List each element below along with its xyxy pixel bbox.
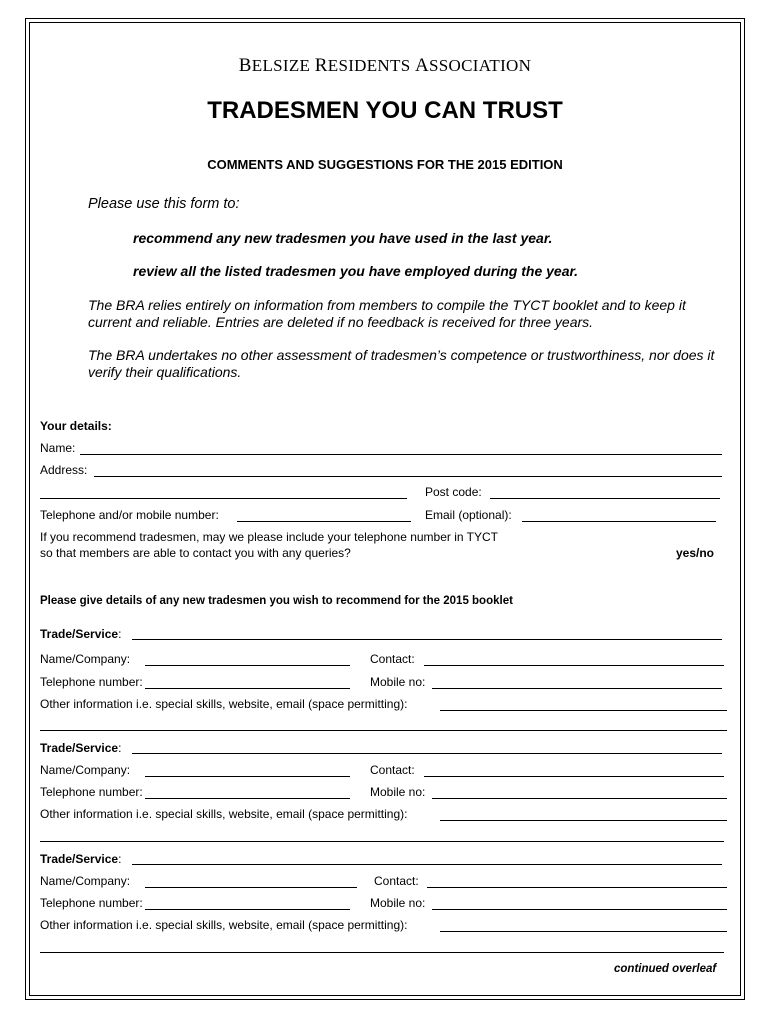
other-info-field-1[interactable]: [440, 710, 727, 711]
name-company-label-3: Name/Company:: [40, 874, 131, 888]
recommend-heading: Please give details of any new tradesmen you wish to recommend for the 2015 booklet: [40, 595, 513, 607]
association-name: BELSIZE RESIDENTS ASSOCIATION: [238, 55, 532, 76]
telephone-number-label-1: Telephone number:: [40, 675, 143, 689]
contact-field-1[interactable]: [424, 665, 724, 666]
other-info-label-1: Other information i.e. special skills, website, email (space permitting):: [40, 697, 408, 711]
contact-label-2: Contact:: [370, 763, 415, 777]
telephone-number-field-3[interactable]: [145, 909, 350, 910]
continued-overleaf-note: continued overleaf: [614, 963, 717, 975]
name-company-field-3[interactable]: [145, 887, 357, 888]
trade-service-label-2: Trade/Service:: [40, 741, 122, 755]
postcode-field[interactable]: [490, 498, 720, 499]
consent-yes-no[interactable]: yes/no: [676, 546, 715, 560]
name-company-label-2: Name/Company:: [40, 763, 131, 777]
trade-service-field-3[interactable]: [132, 864, 722, 865]
mobile-label-2: Mobile no:: [370, 785, 426, 799]
intro-point-recommend: recommend any new tradesmen you have used in the last year.: [133, 230, 553, 246]
email-field[interactable]: [522, 521, 716, 522]
other-info-field-1-line-2[interactable]: [40, 730, 727, 731]
contact-label-1: Contact:: [370, 652, 415, 666]
name-company-field-2[interactable]: [145, 776, 350, 777]
telephone-number-field-2[interactable]: [145, 798, 350, 799]
trade-service-label-3: Trade/Service:: [40, 852, 122, 866]
trade-service-label-1: Trade/Service:: [40, 627, 122, 641]
intro-paragraph-reliance: The BRA relies entirely on information from members to compile the TYCT booklet and to keep it current and reliable. Entries are deleted if no feedback is received for three years.: [88, 297, 686, 330]
address-label: Address:: [40, 463, 88, 477]
trade-service-field-1[interactable]: [132, 639, 722, 640]
other-info-field-3-line-2[interactable]: [40, 952, 724, 953]
other-info-field-2-line-2[interactable]: [40, 841, 724, 842]
other-info-field-3[interactable]: [440, 931, 727, 932]
trade-service-field-2[interactable]: [132, 753, 722, 754]
page-subtitle: COMMENTS AND SUGGESTIONS FOR THE 2015 EDITION: [207, 157, 563, 172]
telephone-label: Telephone and/or mobile number:: [40, 508, 219, 522]
mobile-field-2[interactable]: [432, 798, 727, 799]
consent-question-line-1: If you recommend tradesmen, may we please include your telephone number in TYCT: [40, 530, 499, 544]
contact-field-3[interactable]: [427, 887, 727, 888]
contact-label-3: Contact:: [374, 874, 419, 888]
intro-paragraph-assessment: The BRA undertakes no other assessment of tradesmen’s competence or trustworthiness, nor does it verify their qualifications.: [88, 347, 715, 380]
telephone-number-field-1[interactable]: [145, 688, 350, 689]
other-info-label-2: Other information i.e. special skills, website, email (space permitting):: [40, 807, 408, 821]
telephone-number-label-2: Telephone number:: [40, 785, 143, 799]
intro-point-review: review all the listed tradesmen you have employed during the year.: [133, 263, 579, 279]
consent-question-line-2: so that members are able to contact you with any queries?: [40, 546, 351, 560]
postcode-label: Post code:: [425, 485, 482, 499]
name-company-label-1: Name/Company:: [40, 652, 131, 666]
name-field[interactable]: [80, 454, 722, 455]
telephone-number-label-3: Telephone number:: [40, 896, 143, 910]
contact-field-2[interactable]: [424, 776, 724, 777]
email-label: Email (optional):: [425, 508, 512, 522]
page-title: TRADESMEN YOU CAN TRUST: [207, 97, 563, 124]
your-details-heading: Your details:: [40, 419, 112, 433]
name-company-field-1[interactable]: [145, 665, 350, 666]
mobile-label-3: Mobile no:: [370, 896, 426, 910]
name-label: Name:: [40, 441, 76, 455]
address-field[interactable]: [94, 476, 722, 477]
intro-lead: Please use this form to:: [88, 196, 240, 212]
other-info-field-2[interactable]: [440, 820, 727, 821]
telephone-field[interactable]: [237, 521, 411, 522]
mobile-field-3[interactable]: [432, 909, 727, 910]
address-field-line-2[interactable]: [40, 498, 407, 499]
mobile-field-1[interactable]: [432, 688, 722, 689]
mobile-label-1: Mobile no:: [370, 675, 426, 689]
other-info-label-3: Other information i.e. special skills, website, email (space permitting):: [40, 918, 408, 932]
